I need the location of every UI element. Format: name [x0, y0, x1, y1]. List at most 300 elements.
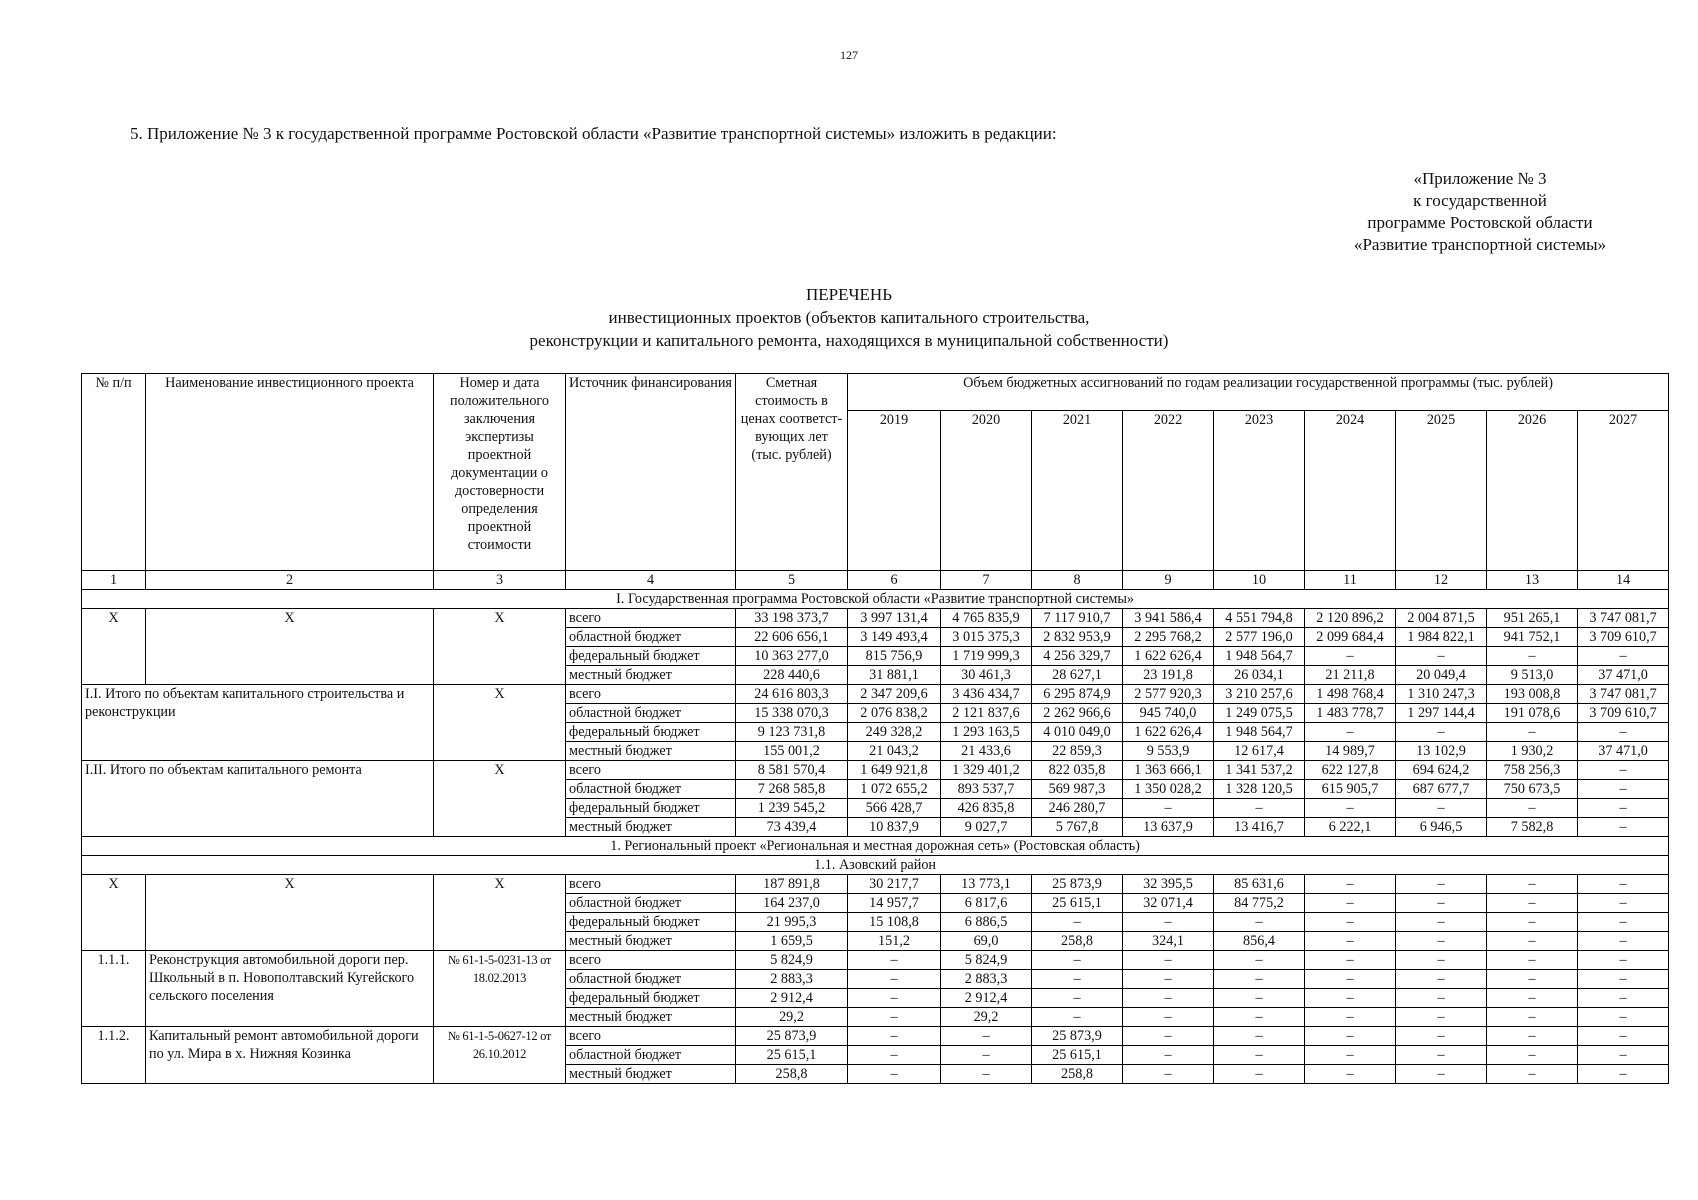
year-value: 9 553,9	[1123, 742, 1214, 761]
funding-source: местный бюджет	[566, 932, 736, 951]
expertise-reference: Х	[434, 609, 566, 685]
year-value: –	[1578, 913, 1669, 932]
funding-source: всего	[566, 685, 736, 704]
year-value: 1 249 075,5	[1214, 704, 1305, 723]
year-value: 2 004 871,5	[1396, 609, 1487, 628]
year-value: –	[1214, 1065, 1305, 1084]
year-value: –	[1487, 1027, 1578, 1046]
estimated-cost: 25 873,9	[736, 1027, 848, 1046]
year-value: –	[1396, 932, 1487, 951]
funding-source: местный бюджет	[566, 742, 736, 761]
year-value: 694 624,2	[1396, 761, 1487, 780]
year-value: 687 677,7	[1396, 780, 1487, 799]
year-value: 2 577 196,0	[1214, 628, 1305, 647]
column-numbers-row	[82, 571, 1669, 590]
year-value: 622 127,8	[1305, 761, 1396, 780]
year-value: 1 498 768,4	[1305, 685, 1396, 704]
year-value: –	[1305, 1008, 1396, 1027]
year-value: –	[1396, 1046, 1487, 1065]
funding-source: всего	[566, 1027, 736, 1046]
year-value: 25 615,1	[1032, 894, 1123, 913]
funding-source: областной бюджет	[566, 970, 736, 989]
year-value: 13 773,1	[941, 875, 1032, 894]
appendix-note-line: к государственной	[1413, 191, 1547, 210]
year-value: 84 775,2	[1214, 894, 1305, 913]
year-value: 3 149 493,4	[848, 628, 941, 647]
year-value: –	[1123, 970, 1214, 989]
year-value: 13 637,9	[1123, 818, 1214, 837]
year-value: –	[1578, 894, 1669, 913]
header-year: 2024	[1305, 411, 1396, 571]
year-value: 1 329 401,2	[941, 761, 1032, 780]
year-value: 10 837,9	[848, 818, 941, 837]
estimated-cost: 258,8	[736, 1065, 848, 1084]
year-value: 2 832 953,9	[1032, 628, 1123, 647]
funding-source: областной бюджет	[566, 1046, 736, 1065]
year-value: 5 824,9	[941, 951, 1032, 970]
year-value: 20 049,4	[1396, 666, 1487, 685]
estimated-cost: 1 239 545,2	[736, 799, 848, 818]
header-year: 2021	[1032, 411, 1123, 571]
year-value: –	[1487, 799, 1578, 818]
funding-source: местный бюджет	[566, 1008, 736, 1027]
year-value: 1 483 778,7	[1305, 704, 1396, 723]
table-row	[82, 761, 1669, 780]
year-value: 4 010 049,0	[1032, 723, 1123, 742]
funding-source: всего	[566, 875, 736, 894]
estimated-cost: 164 237,0	[736, 894, 848, 913]
year-value: 6 222,1	[1305, 818, 1396, 837]
year-value: 2 120 896,2	[1305, 609, 1396, 628]
year-value: 3 210 257,6	[1214, 685, 1305, 704]
year-value: –	[848, 951, 941, 970]
year-value: –	[1396, 799, 1487, 818]
year-value: –	[1396, 1008, 1487, 1027]
year-value: –	[1214, 951, 1305, 970]
year-value: 758 256,3	[1487, 761, 1578, 780]
year-value: 246 280,7	[1032, 799, 1123, 818]
year-value: 1 948 564,7	[1214, 723, 1305, 742]
year-value: –	[1305, 932, 1396, 951]
year-value: 3 436 434,7	[941, 685, 1032, 704]
year-value: 26 034,1	[1214, 666, 1305, 685]
year-value: –	[1032, 989, 1123, 1008]
year-value: –	[1487, 951, 1578, 970]
project-name: Капитальный ремонт автомобильной дороги по ул. Мира в х. Нижняя Козинка	[146, 1027, 434, 1084]
header-cost: Сметная стоимость в ценах соответст-вующих лет (тыс. рублей)	[736, 374, 848, 571]
year-value: –	[1214, 799, 1305, 818]
year-value: –	[848, 1008, 941, 1027]
year-value: –	[1578, 1027, 1669, 1046]
column-number: 5	[736, 571, 848, 590]
year-value: –	[1305, 1027, 1396, 1046]
year-value: –	[1578, 723, 1669, 742]
title-heading: ПЕРЕЧЕНЬ	[806, 285, 892, 304]
year-value: –	[848, 1027, 941, 1046]
year-value: –	[1396, 723, 1487, 742]
year-value: –	[1123, 989, 1214, 1008]
estimated-cost: 5 824,9	[736, 951, 848, 970]
header-year: 2026	[1487, 411, 1578, 571]
year-value: 426 835,8	[941, 799, 1032, 818]
section-row	[82, 837, 1669, 856]
section-title: I. Государственная программа Ростовской области «Развитие транспортной системы»	[82, 590, 1669, 609]
year-value: 15 108,8	[848, 913, 941, 932]
year-value: –	[848, 970, 941, 989]
year-value: 32 395,5	[1123, 875, 1214, 894]
intro-text: 5. Приложение № 3 к государственной программе Ростовской области «Развитие транспортной системы» изложить в редакции:	[130, 124, 1057, 143]
year-value: 2 076 838,2	[848, 704, 941, 723]
funding-source: местный бюджет	[566, 818, 736, 837]
year-value: –	[848, 1065, 941, 1084]
year-value: –	[1578, 970, 1669, 989]
year-value: –	[1305, 894, 1396, 913]
year-value: –	[1123, 951, 1214, 970]
project-name: Реконструкция автомобильной дороги пер. Школьный в п. Новополтавский Кугейского сельского поселения	[146, 951, 434, 1027]
year-value: 3 747 081,7	[1578, 609, 1669, 628]
year-value: –	[1578, 1046, 1669, 1065]
funding-source: местный бюджет	[566, 666, 736, 685]
year-value: 2 295 768,2	[1123, 628, 1214, 647]
year-value: 1 719 999,3	[941, 647, 1032, 666]
year-value: 3 709 610,7	[1578, 628, 1669, 647]
year-value: –	[1487, 913, 1578, 932]
year-value: 258,8	[1032, 932, 1123, 951]
year-value: –	[1305, 799, 1396, 818]
year-value: 566 428,7	[848, 799, 941, 818]
year-value: 4 551 794,8	[1214, 609, 1305, 628]
year-value: 615 905,7	[1305, 780, 1396, 799]
header-year: 2020	[941, 411, 1032, 571]
year-value: 85 631,6	[1214, 875, 1305, 894]
year-value: 3 941 586,4	[1123, 609, 1214, 628]
header-name: Наименование инвестиционного проекта	[146, 374, 434, 571]
investment-projects-table	[81, 373, 1669, 1084]
year-value: 815 756,9	[848, 647, 941, 666]
column-number: 1	[82, 571, 146, 590]
year-value: 69,0	[941, 932, 1032, 951]
year-value: –	[1305, 970, 1396, 989]
year-value: –	[1123, 1046, 1214, 1065]
table-row	[82, 951, 1669, 970]
year-value: –	[1032, 951, 1123, 970]
year-value: 22 859,3	[1032, 742, 1123, 761]
section-row	[82, 590, 1669, 609]
year-value: 193 008,8	[1487, 685, 1578, 704]
funding-source: областной бюджет	[566, 628, 736, 647]
year-value: 21 433,6	[941, 742, 1032, 761]
project-number: 1.1.1.	[82, 951, 146, 1027]
year-value: –	[1123, 1027, 1214, 1046]
year-value: 6 886,5	[941, 913, 1032, 932]
year-value: –	[1578, 761, 1669, 780]
column-number: 8	[1032, 571, 1123, 590]
section-row	[82, 856, 1669, 875]
year-value: 4 256 329,7	[1032, 647, 1123, 666]
year-value: 31 881,1	[848, 666, 941, 685]
year-value: 5 767,8	[1032, 818, 1123, 837]
year-value: 945 740,0	[1123, 704, 1214, 723]
year-value: –	[848, 989, 941, 1008]
year-value: 9 513,0	[1487, 666, 1578, 685]
funding-source: всего	[566, 761, 736, 780]
estimated-cost: 155 001,2	[736, 742, 848, 761]
title-line: реконструкции и капитального ремонта, находящихся в муниципальной собственности)	[529, 331, 1169, 350]
year-value: –	[1487, 1008, 1578, 1027]
year-value: 2 262 966,6	[1032, 704, 1123, 723]
year-value: –	[1578, 780, 1669, 799]
year-value: 21 211,8	[1305, 666, 1396, 685]
appendix-note-line: «Приложение № 3	[1413, 169, 1547, 188]
year-value: 1 649 921,8	[848, 761, 941, 780]
year-value: 856,4	[1214, 932, 1305, 951]
year-value: –	[1305, 875, 1396, 894]
funding-source: местный бюджет	[566, 1065, 736, 1084]
year-value: 7 582,8	[1487, 818, 1578, 837]
year-value: 13 416,7	[1214, 818, 1305, 837]
year-value: 750 673,5	[1487, 780, 1578, 799]
estimated-cost: 33 198 373,7	[736, 609, 848, 628]
year-value: 1 310 247,3	[1396, 685, 1487, 704]
header-row	[82, 374, 1669, 411]
year-value: 3 747 081,7	[1578, 685, 1669, 704]
year-value: 37 471,0	[1578, 742, 1669, 761]
year-value: 822 035,8	[1032, 761, 1123, 780]
funding-source: всего	[566, 609, 736, 628]
estimated-cost: 10 363 277,0	[736, 647, 848, 666]
year-value: –	[1487, 647, 1578, 666]
year-value: –	[1305, 1046, 1396, 1065]
year-value: 6 295 874,9	[1032, 685, 1123, 704]
project-number: Х	[82, 875, 146, 951]
year-value: 951 265,1	[1487, 609, 1578, 628]
year-value: –	[941, 1046, 1032, 1065]
year-value: –	[1305, 989, 1396, 1008]
section-title: 1. Региональный проект «Региональная и местная дорожная сеть» (Ростовская область)	[82, 837, 1669, 856]
year-value: –	[1123, 799, 1214, 818]
expertise-reference: Х	[434, 761, 566, 837]
year-value: –	[1214, 1046, 1305, 1065]
year-value: –	[1214, 1008, 1305, 1027]
year-value: –	[1305, 951, 1396, 970]
table-row	[82, 1027, 1669, 1046]
estimated-cost: 25 615,1	[736, 1046, 848, 1065]
year-value: –	[1396, 875, 1487, 894]
year-value: 25 873,9	[1032, 875, 1123, 894]
header-year: 2027	[1578, 411, 1669, 571]
estimated-cost: 7 268 585,8	[736, 780, 848, 799]
year-value: –	[941, 1065, 1032, 1084]
year-value: 23 191,8	[1123, 666, 1214, 685]
year-value: 13 102,9	[1396, 742, 1487, 761]
year-value: –	[1032, 970, 1123, 989]
year-value: –	[1396, 1065, 1487, 1084]
year-value: –	[941, 1027, 1032, 1046]
project-number: 1.1.2.	[82, 1027, 146, 1084]
year-value: 1 363 666,1	[1123, 761, 1214, 780]
estimated-cost: 8 581 570,4	[736, 761, 848, 780]
year-value: –	[1487, 723, 1578, 742]
year-value: 6 946,5	[1396, 818, 1487, 837]
year-value: 25 615,1	[1032, 1046, 1123, 1065]
year-value: –	[1214, 1027, 1305, 1046]
estimated-cost: 2 912,4	[736, 989, 848, 1008]
year-value: –	[1487, 894, 1578, 913]
column-number: 13	[1487, 571, 1578, 590]
year-value: –	[1214, 970, 1305, 989]
year-value: 1 622 626,4	[1123, 723, 1214, 742]
funding-source: федеральный бюджет	[566, 913, 736, 932]
funding-source: областной бюджет	[566, 894, 736, 913]
year-value: 30 461,3	[941, 666, 1032, 685]
section-title: 1.1. Азовский район	[82, 856, 1669, 875]
column-number: 4	[566, 571, 736, 590]
project-name: Х	[146, 609, 434, 685]
header-num: № п/п	[82, 374, 146, 571]
appendix-note	[1270, 168, 1690, 256]
year-value: 1 350 028,2	[1123, 780, 1214, 799]
year-value: 1 328 120,5	[1214, 780, 1305, 799]
year-value: 1 948 564,7	[1214, 647, 1305, 666]
column-number: 14	[1578, 571, 1669, 590]
year-value: 2 099 684,4	[1305, 628, 1396, 647]
page-number: 127	[840, 48, 858, 62]
year-value: –	[1123, 913, 1214, 932]
summary-name: I.II. Итого по объектам капитального ремонта	[82, 761, 434, 837]
title-line: инвестиционных проектов (объектов капитального строительства,	[608, 308, 1090, 327]
year-value: 1 072 655,2	[848, 780, 941, 799]
year-value: 151,2	[848, 932, 941, 951]
year-value: –	[1305, 723, 1396, 742]
expertise-reference: Х	[434, 875, 566, 951]
year-value: –	[1487, 932, 1578, 951]
year-value: 7 117 910,7	[1032, 609, 1123, 628]
year-value: 3 997 131,4	[848, 609, 941, 628]
estimated-cost: 2 883,3	[736, 970, 848, 989]
funding-source: федеральный бюджет	[566, 989, 736, 1008]
year-value: –	[1578, 799, 1669, 818]
year-value: –	[1123, 1065, 1214, 1084]
estimated-cost: 228 440,6	[736, 666, 848, 685]
year-value: 258,8	[1032, 1065, 1123, 1084]
estimated-cost: 73 439,4	[736, 818, 848, 837]
estimated-cost: 22 606 656,1	[736, 628, 848, 647]
funding-source: федеральный бюджет	[566, 723, 736, 742]
year-value: –	[1578, 1065, 1669, 1084]
year-value: 941 752,1	[1487, 628, 1578, 647]
column-number: 2	[146, 571, 434, 590]
header-year: 2019	[848, 411, 941, 571]
year-value: –	[1578, 1008, 1669, 1027]
year-value: –	[1578, 818, 1669, 837]
year-value: 4 765 835,9	[941, 609, 1032, 628]
year-value: –	[1578, 875, 1669, 894]
year-value: 21 043,2	[848, 742, 941, 761]
year-value: 2 577 920,3	[1123, 685, 1214, 704]
year-value: 1 293 163,5	[941, 723, 1032, 742]
header-year: 2025	[1396, 411, 1487, 571]
year-value: 893 537,7	[941, 780, 1032, 799]
year-value: –	[1578, 647, 1669, 666]
funding-source: всего	[566, 951, 736, 970]
year-value: –	[1305, 647, 1396, 666]
header-expertise: Номер и дата положительного заключения экспертизы проектной документации о достоверности определения проектной стоимости	[434, 374, 566, 571]
estimated-cost: 15 338 070,3	[736, 704, 848, 723]
year-value: 569 987,3	[1032, 780, 1123, 799]
year-value: 191 078,6	[1487, 704, 1578, 723]
funding-source: областной бюджет	[566, 704, 736, 723]
document-title	[0, 283, 1698, 352]
year-value: 3 015 375,3	[941, 628, 1032, 647]
year-value: 249 328,2	[848, 723, 941, 742]
year-value: 1 984 822,1	[1396, 628, 1487, 647]
column-number: 11	[1305, 571, 1396, 590]
header-source: Источник финансирования	[566, 374, 736, 571]
project-number: Х	[82, 609, 146, 685]
year-value: 1 341 537,2	[1214, 761, 1305, 780]
year-value: 2 912,4	[941, 989, 1032, 1008]
year-value: –	[1487, 1065, 1578, 1084]
year-value: 6 817,6	[941, 894, 1032, 913]
appendix-note-line: программе Ростовской области	[1367, 213, 1593, 232]
header-year: 2023	[1214, 411, 1305, 571]
year-value: 32 071,4	[1123, 894, 1214, 913]
year-value: –	[1396, 894, 1487, 913]
year-value: –	[1123, 1008, 1214, 1027]
year-value: 2 121 837,6	[941, 704, 1032, 723]
year-value: –	[1578, 989, 1669, 1008]
estimated-cost: 187 891,8	[736, 875, 848, 894]
year-value: –	[1396, 970, 1487, 989]
year-value: –	[1487, 875, 1578, 894]
column-number: 3	[434, 571, 566, 590]
year-value: 1 297 144,4	[1396, 704, 1487, 723]
year-value: –	[1305, 913, 1396, 932]
table-body	[82, 590, 1669, 1084]
column-number: 12	[1396, 571, 1487, 590]
estimated-cost: 24 616 803,3	[736, 685, 848, 704]
year-value: 1 622 626,4	[1123, 647, 1214, 666]
year-value: 25 873,9	[1032, 1027, 1123, 1046]
funding-source: федеральный бюджет	[566, 647, 736, 666]
year-value: 30 217,7	[848, 875, 941, 894]
expertise-reference: № 61-1-5-0231-13 от 18.02.2013	[434, 951, 566, 1027]
year-value: 37 471,0	[1578, 666, 1669, 685]
column-number: 9	[1123, 571, 1214, 590]
year-value: –	[1305, 1065, 1396, 1084]
estimated-cost: 21 995,3	[736, 913, 848, 932]
year-value: 3 709 610,7	[1578, 704, 1669, 723]
column-number: 10	[1214, 571, 1305, 590]
year-value: –	[1214, 913, 1305, 932]
year-value: –	[1214, 989, 1305, 1008]
year-value: –	[1396, 989, 1487, 1008]
header-year: 2022	[1123, 411, 1214, 571]
expertise-reference: Х	[434, 685, 566, 761]
year-value: –	[1396, 951, 1487, 970]
year-value: –	[1396, 647, 1487, 666]
table-row	[82, 609, 1669, 628]
table-row	[82, 685, 1669, 704]
year-value: 14 989,7	[1305, 742, 1396, 761]
year-value: –	[1032, 1008, 1123, 1027]
year-value: –	[1032, 913, 1123, 932]
year-value: –	[1396, 913, 1487, 932]
project-name: Х	[146, 875, 434, 951]
estimated-cost: 29,2	[736, 1008, 848, 1027]
column-number: 6	[848, 571, 941, 590]
estimated-cost: 9 123 731,8	[736, 723, 848, 742]
